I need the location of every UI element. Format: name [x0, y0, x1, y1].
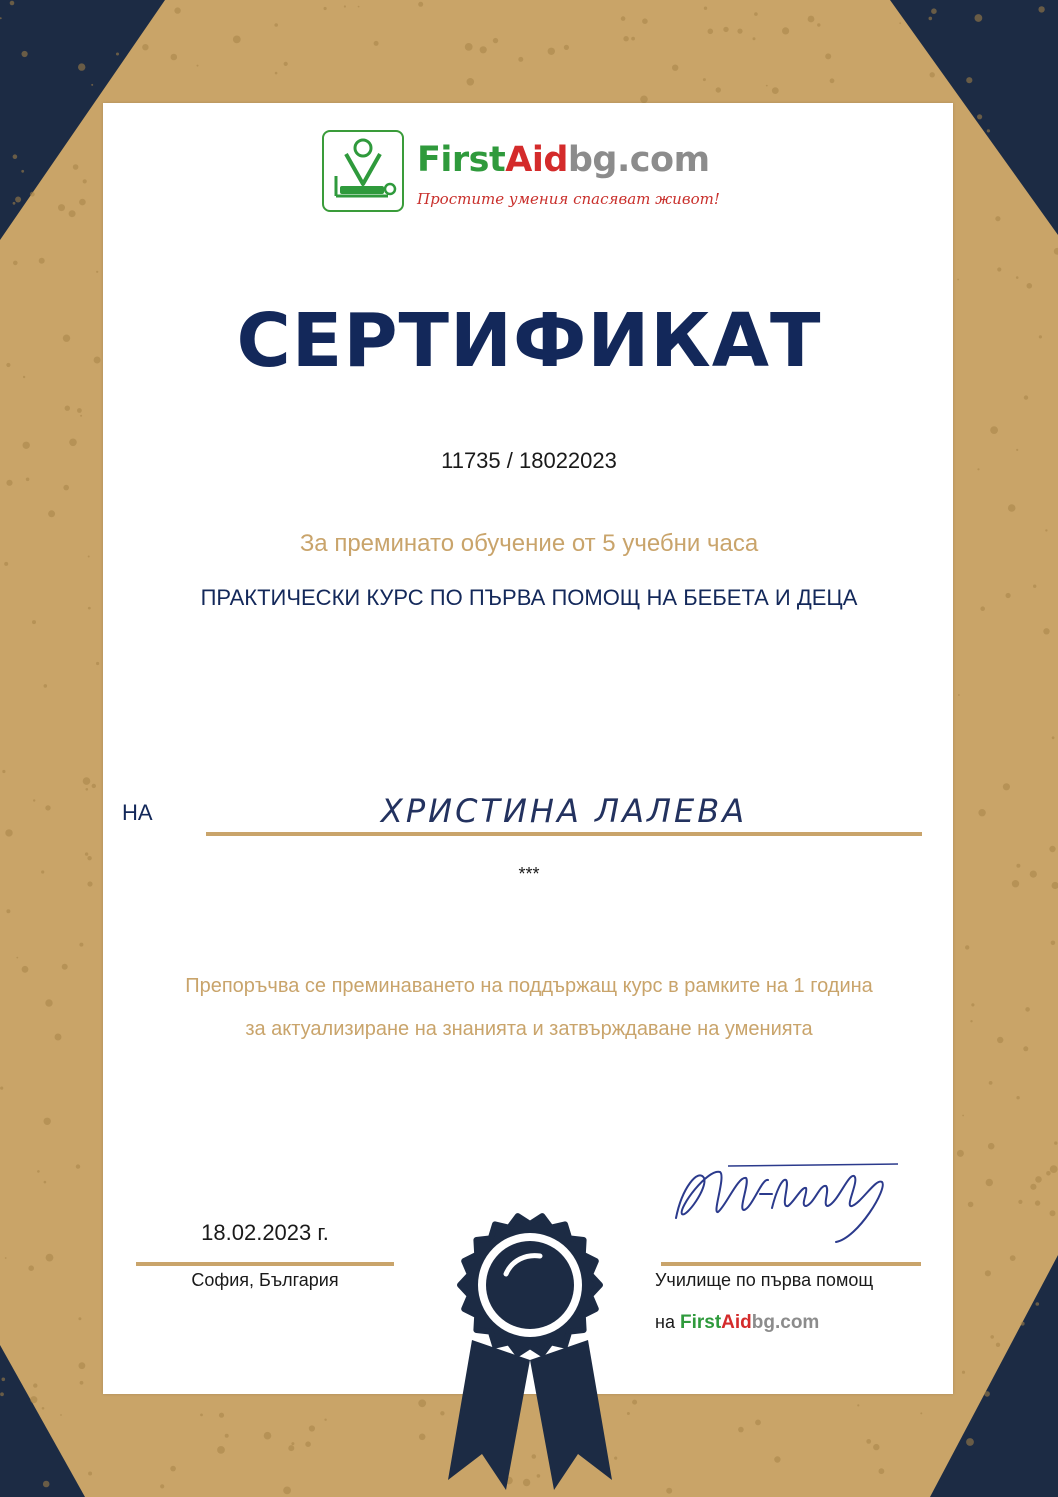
date-underline [136, 1262, 394, 1266]
certificate-title: СЕРТИФИКАТ [236, 298, 822, 384]
school-name: Училище по първа помощ [655, 1270, 874, 1290]
firstaidbg-logo [322, 130, 720, 216]
logo-wordmark [417, 140, 710, 180]
certificate-number: 11735 / 18022023 [441, 448, 617, 473]
school-prefix: на [655, 1312, 675, 1332]
school-brand [680, 1312, 819, 1333]
school-brand-line [655, 1312, 819, 1334]
recipient-underline [206, 832, 922, 836]
logo-brand-first: First [417, 140, 506, 180]
issue-place: София, България [191, 1270, 339, 1290]
signature-icon [668, 1148, 904, 1248]
recommendation-line-2: за актуализиране на знанията и затвърждаване на уменията [245, 1018, 813, 1040]
recipient-label: НА [122, 800, 153, 825]
recipient-name: ХРИСТИНА ЛАЛЕВА [380, 792, 748, 830]
training-hours-text: За преминато обучение от 5 учебни часа [299, 530, 759, 557]
recommendation-line-1: Препоръчва се преминаването на поддържащ курс в рамките на 1 година [185, 975, 873, 997]
school-brand-rest: bg.com [751, 1312, 820, 1333]
course-name: ПРАКТИЧЕСКИ КУРС ПО ПЪРВА ПОМОЩ НА БЕБЕТА И ДЕЦА [200, 585, 858, 610]
logo-brand-rest: bg.com [567, 140, 710, 180]
award-seal-icon [430, 1190, 630, 1497]
logo-brand-aid: Aid [505, 140, 568, 180]
school-brand-first: First [679, 1312, 722, 1333]
cpr-figure-icon [322, 130, 404, 212]
school-brand-aid: Aid [721, 1312, 752, 1333]
logo-slogan: Простите умения спасяват живот! [417, 190, 720, 208]
signature-underline [661, 1262, 921, 1266]
separator-stars: *** [518, 864, 540, 884]
issue-date: 18.02.2023 г. [201, 1220, 329, 1245]
